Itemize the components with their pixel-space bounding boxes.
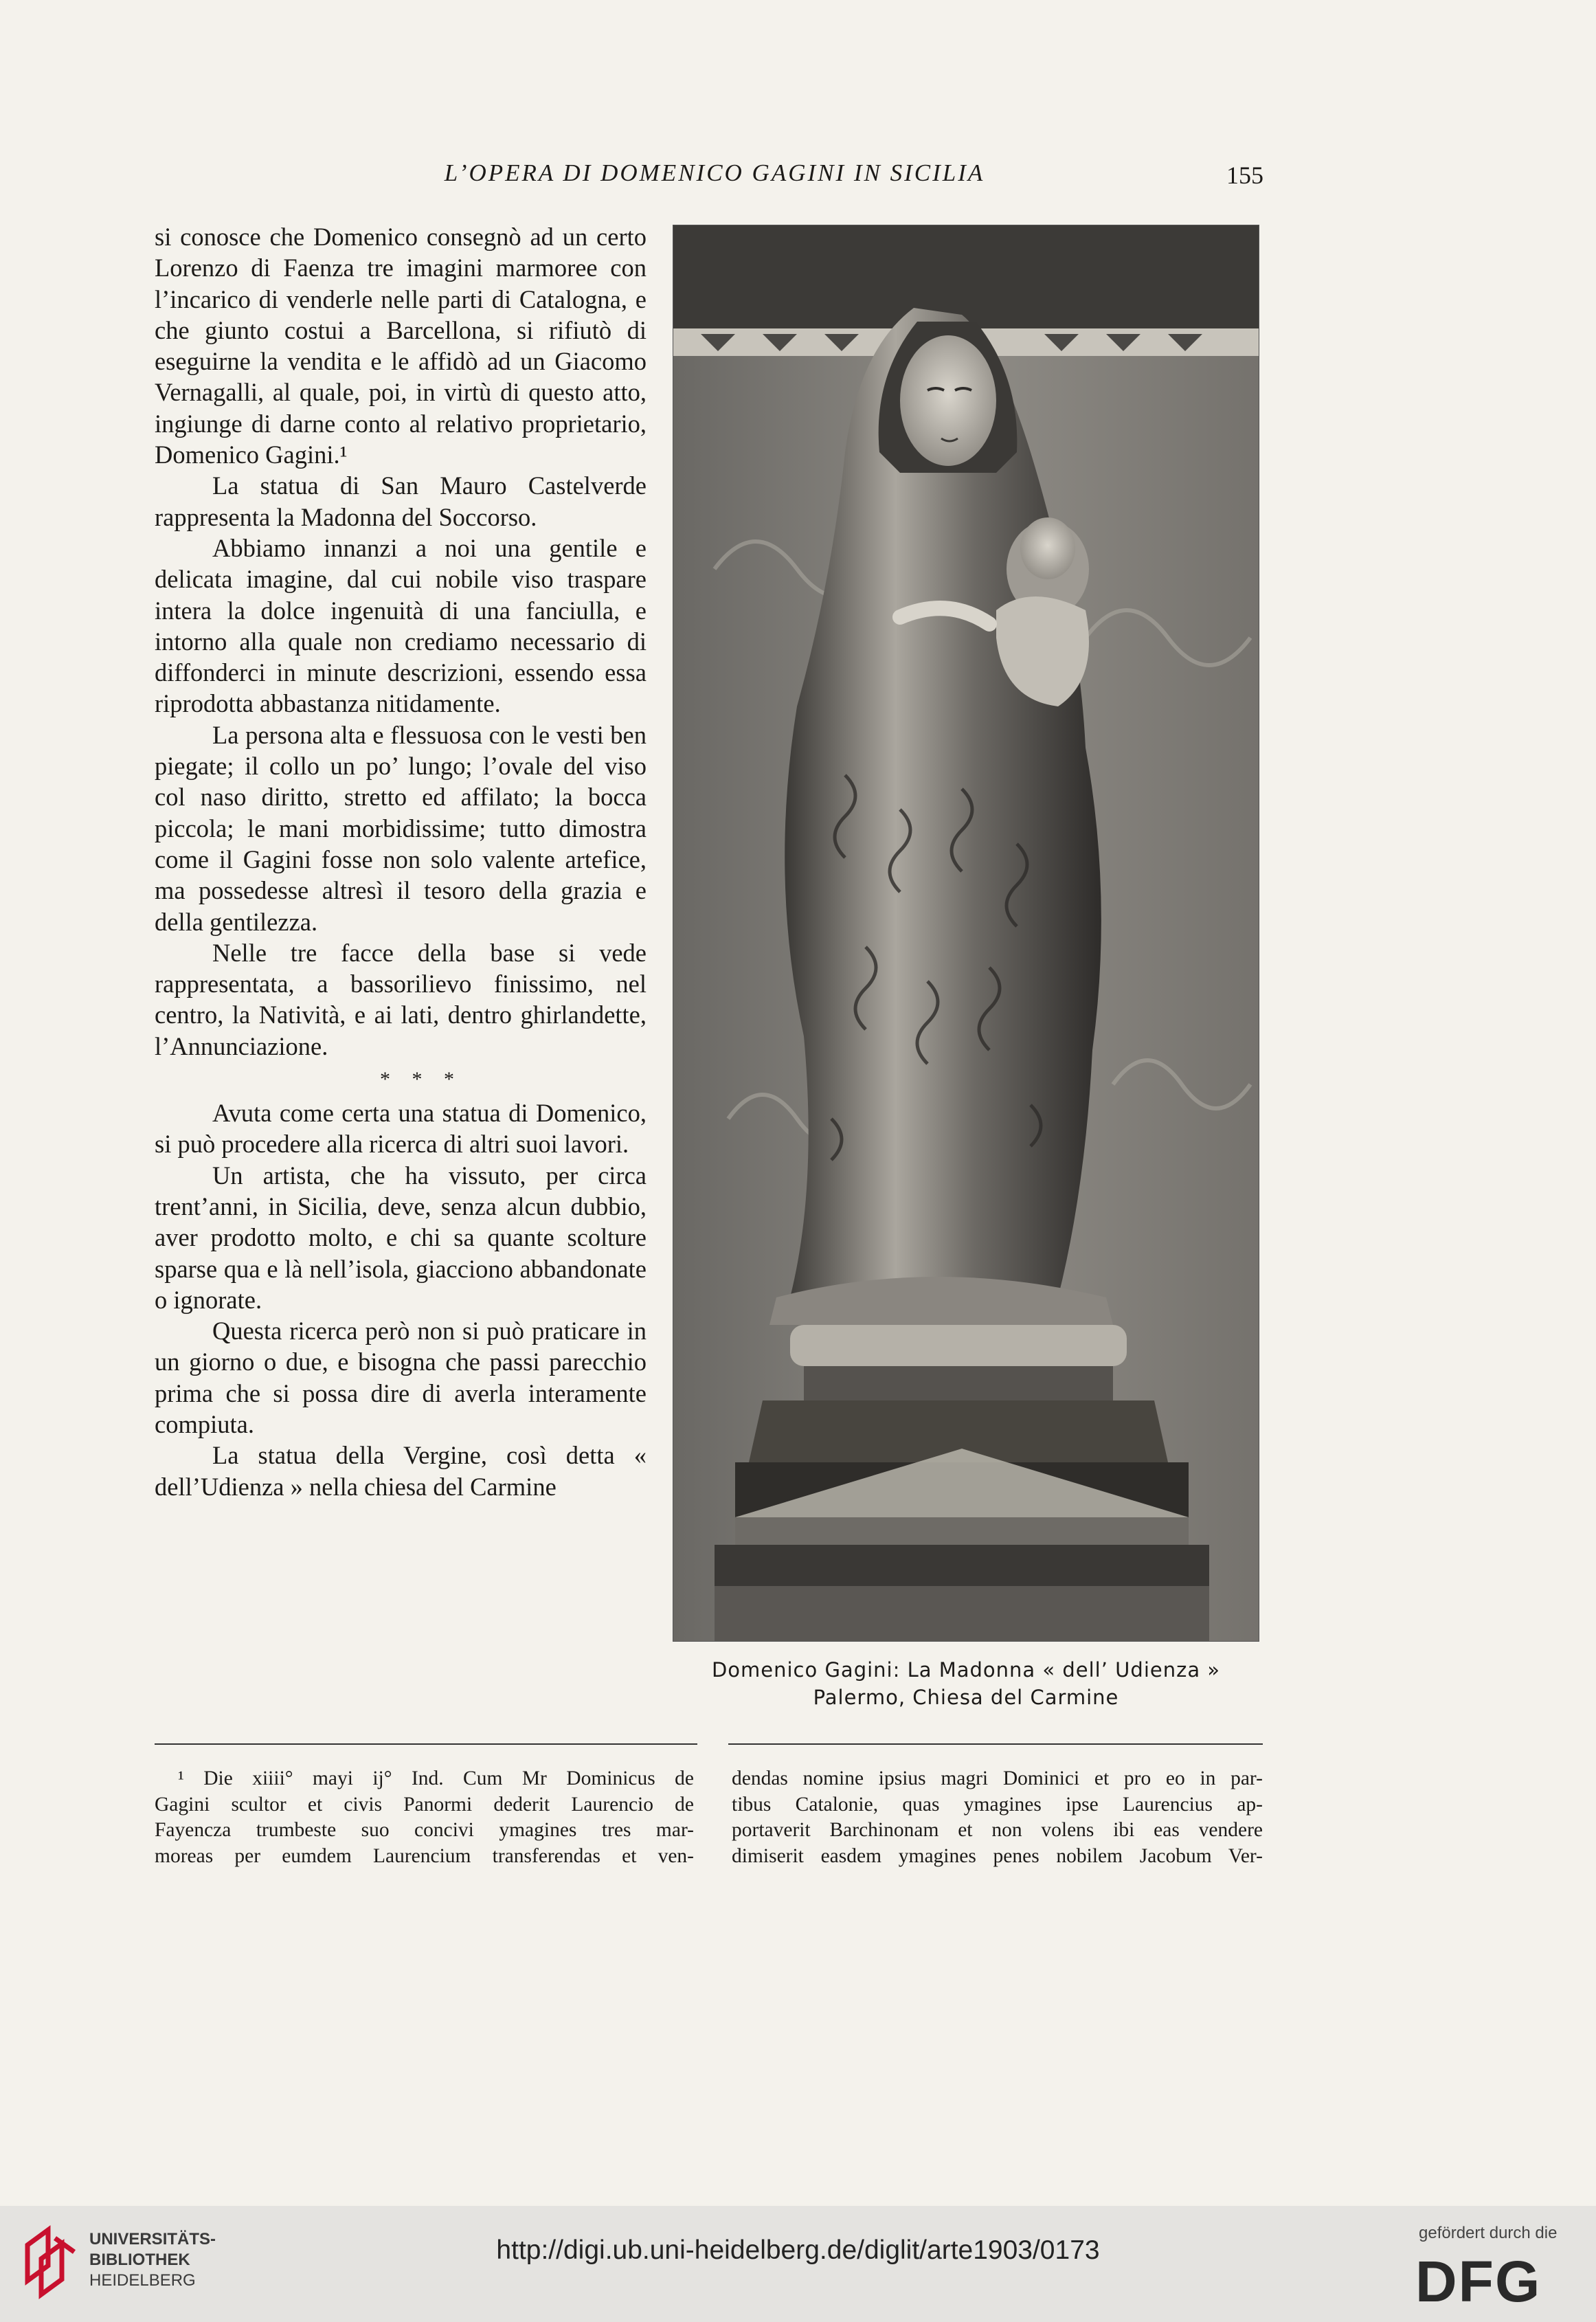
funding-label: gefördert durch die (1419, 2224, 1558, 2242)
library-line-2: BIBLIOTHEK (89, 2251, 190, 2269)
body-paragraph: La persona alta e flessuosa con le vesti ben piegate; il collo un po’ lungo; l’ovale del viso col naso diritto, stretto ed affilato; la bocca piccola; le mani morbidissime; tutto dimostra come il Gagini fosse non solo valente artefice, ma possedesse altresì il tesoro della grazia e della gentilezza. (155, 720, 647, 936)
footnote-line: Gagini scultor et civis Panormi dederit Laurencio de (155, 1793, 694, 1816)
library-line-1: UNIVERSITÄTS- (89, 2230, 216, 2248)
footnote-line: dendas nomine ipsius magri Dominici et pro eo in par- (732, 1767, 1263, 1789)
footnote-line: portaverit Barchinonam et non volens ibi eas vendere (732, 1819, 1263, 1841)
permalink-url[interactable]: http://digi.ub.uni-heidelberg.de/diglit/arte1903/0173 (496, 2235, 1100, 2265)
footnote-left-column (155, 1766, 694, 1869)
body-paragraph: Nelle tre facce della base si vede rappresentata, a bassorilievo finissimo, nel centro, la Natività, e ai lati, dentro ghirlandette, l’Annunciazione. (155, 938, 647, 1060)
footnote-divider-right (728, 1743, 1263, 1745)
section-break: * * * (380, 1068, 462, 1091)
library-line-3: HEIDELBERG (89, 2271, 196, 2290)
footnote-line: tibus Catalonie, quas ymagines ipse Laurencius ap- (732, 1793, 1263, 1816)
footnote-right-column (732, 1766, 1263, 1869)
footnote-line: dimiserit easdem ymagines penes nobilem Jacobum Ver- (732, 1844, 1263, 1867)
body-paragraph: Un artista, che ha vissuto, per circa trent’anni, in Sicilia, deve, senza alcun dubbio, aver prodotto molto, e chi sa quante scolture sparse qua e là nell’isola, giacciono abbandonate o ignorate. (155, 1161, 647, 1314)
body-paragraph: Avuta come certa una statua di Domenico, si può procedere alla ricerca di altri suoi lavori. (155, 1099, 647, 1159)
body-paragraph: Abbiamo innanzi a noi una gentile e delicata imagine, dal cui nobile viso traspare intera la dolce ingenuità di una fanciulla, e intorno alla quale non crediamo necessario di diffonderci in minute descrizioni, essendo essa riprodotta abbastanza nitidamente. (155, 533, 647, 718)
madonna-statue-image (673, 225, 1259, 1641)
footnote-line: Fayencza trumbeste suo concivi ymagines tres mar- (155, 1819, 694, 1841)
caption-title: Domenico Gagini: La Madonna « dell’ Udienza » (711, 1658, 1221, 1682)
statue-photograph (673, 225, 1259, 1641)
footnote-line: moreas per eumdem Laurencium transferendas et ven- (155, 1844, 694, 1867)
body-paragraph: La statua della Vergine, così detta « dell’Udienza » nella chiesa del Carmine (155, 1441, 647, 1501)
caption-location: Palermo, Chiesa del Carmine (813, 1686, 1119, 1709)
figure-caption (673, 1656, 1259, 1711)
running-title: L’OPERA DI DOMENICO GAGINI IN SICILIA (444, 159, 985, 186)
body-paragraph: La statua di San Mauro Castelverde rappresenta la Madonna del Soccorso. (155, 471, 647, 531)
footnote-divider-left (155, 1743, 697, 1745)
body-paragraph: Questa ricerca però non si può praticare in un giorno o due, e bisogna che passi parecchio prima che si possa dire di averla interamente compiuta. (155, 1317, 647, 1438)
page-number: 155 (1226, 161, 1263, 189)
body-column (155, 221, 647, 1502)
dfg-logo-icon[interactable]: DFG (1415, 2249, 1542, 2314)
body-paragraph: si conosce che Domenico consegnò ad un certo Lorenzo di Faenza tre imagini marmoree con l’incarico di venderle nelle parti di Catalogna, e che giunto costui a Barcellona, si rifiutò di eseguirne la vendita e le affidò ad un Giacomo Vernagalli, al quale, poi, in virtù di questo atto, ingiunge di darne conto al relativo proprietario, Domenico Gagini.¹ (155, 223, 647, 469)
footnote-line: ¹ Die xiiii° mayi ij° Ind. Cum Mr Dominicus de (178, 1767, 694, 1789)
